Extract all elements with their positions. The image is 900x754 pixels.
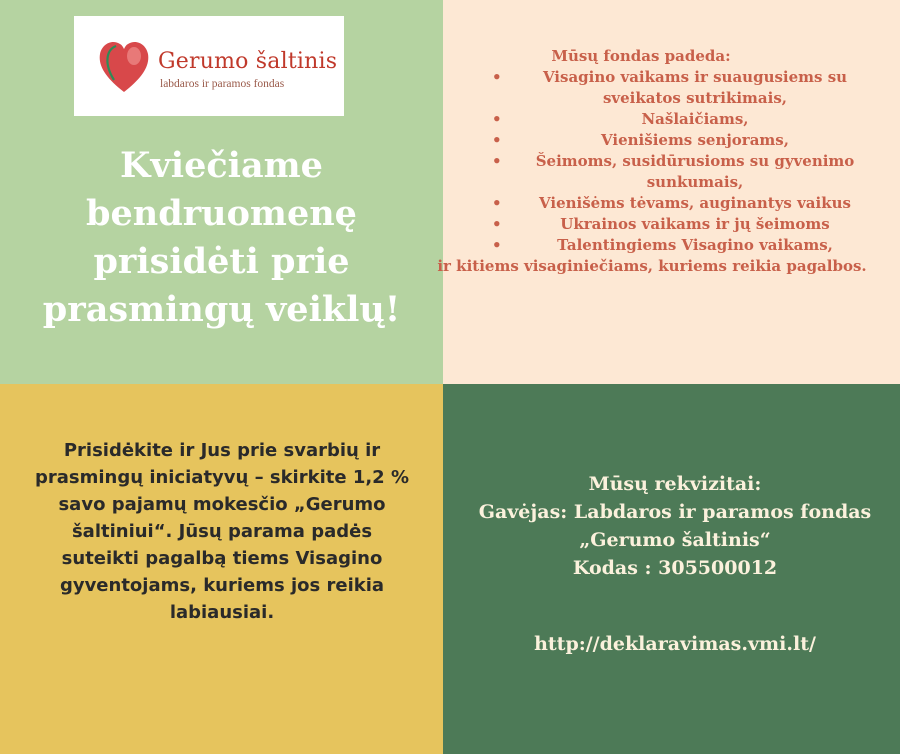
list-item: • Našlaičiams, (492, 110, 749, 128)
list-item: • Šeimoms, susidūrusioms su gyvenimo sunkumais, (492, 152, 855, 191)
bullet-icon: • (492, 110, 502, 128)
bullet-icon: • (492, 215, 502, 233)
bullet-icon: • (492, 236, 502, 254)
help-list-block (437, 46, 878, 277)
bullet-icon: • (492, 131, 502, 149)
list-item: • Ukrainos vaikams ir jų šeimoms (492, 215, 830, 233)
recipient-text: Gavėjas: Labdaros ir paramos fondas „Gerumo šaltinis“ (478, 501, 872, 551)
list-item: • Talentingiems Visagino vaikams, (492, 236, 833, 254)
requisites-title: Mūsų rekvizitai: (588, 473, 762, 495)
logo-name: Gerumo šaltinis (158, 49, 338, 74)
donate-text: Prisidėkite ir Jus prie svarbių ir prasmingų iniciatyvų – skirkite 1,2 % savo pajamų mokesčio „Gerumo šaltiniui“. Jūsų parama padės suteikti pagalbą tiems Visagino gyventojams, kuriems jos reikia labiausiai. (34, 440, 410, 623)
headline-line: prasmingų veiklų! (42, 289, 401, 330)
bullet-icon: • (492, 68, 502, 86)
bullet-icon: • (492, 152, 502, 170)
list-item: • Visagino vaikams ir suaugusiems su sveikatos sutrikimais, (492, 68, 848, 107)
help-title: Mūsų fondas padeda: (551, 47, 731, 65)
help-list (468, 67, 878, 256)
intro-panel (0, 0, 443, 384)
vmi-link[interactable]: http://deklaravimas.vmi.lt/ (534, 633, 816, 655)
headline (18, 142, 425, 334)
requisites-block (470, 470, 880, 582)
logo (74, 16, 344, 116)
code-text: Kodas : 305500012 (572, 557, 778, 579)
list-item: • Vienišėms tėvams, auginantys vaikus (492, 194, 851, 212)
headline-line: Kviečiame (120, 145, 323, 186)
logo-subtitle: labdaros ir paramos fondas (160, 78, 285, 90)
headline-line: bendruomenę (86, 193, 357, 234)
list-item: • Vienišiems senjorams, (492, 131, 789, 149)
headline-line: prisidėti prie (93, 241, 350, 282)
help-tail: ir kitiems visaginiečiams, kuriems reikia pagalbos. (437, 257, 867, 275)
heart-icon (96, 36, 152, 96)
bullet-icon: • (492, 194, 502, 212)
